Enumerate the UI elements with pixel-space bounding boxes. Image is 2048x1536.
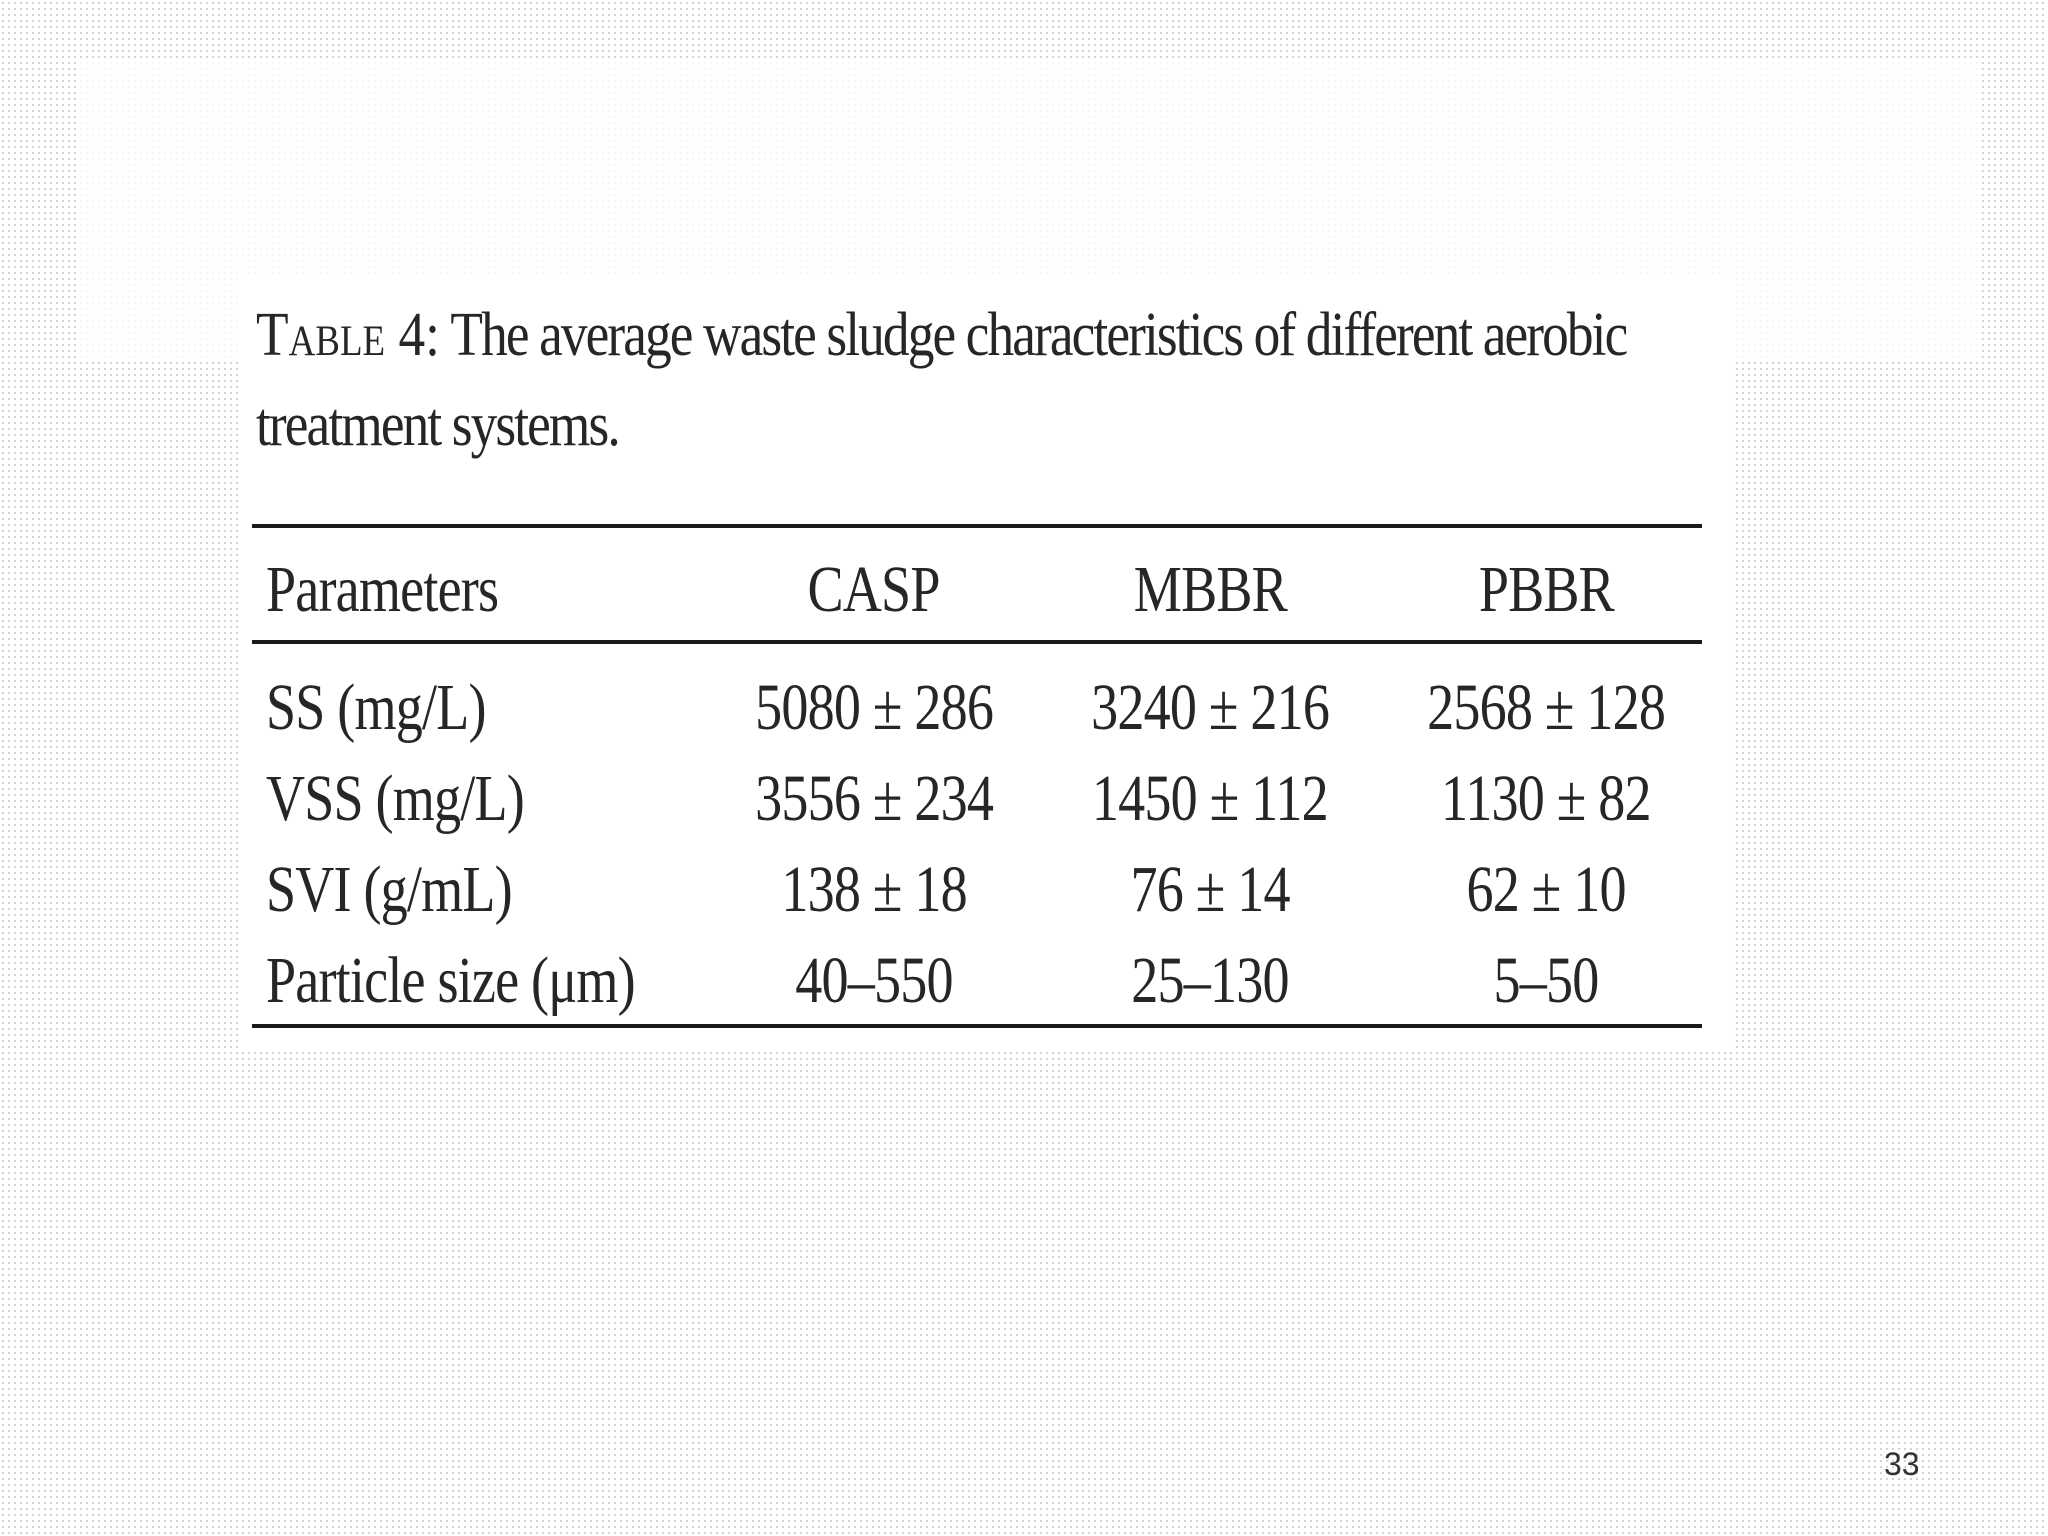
table-row-svi — [252, 844, 1714, 935]
cell-casp: 40–550 — [795, 943, 953, 1017]
table-figure — [238, 278, 1732, 1048]
header-pbbr: PBBR — [1478, 553, 1614, 626]
table-row-ss — [252, 646, 1714, 753]
cell-mbbr: 1450 ± 112 — [1092, 761, 1328, 835]
table-row-particle-size — [252, 935, 1714, 1026]
header-mbbr: MBBR — [1133, 553, 1287, 626]
cell-pbbr: 1130 ± 82 — [1441, 761, 1651, 835]
row-label: Particle size (μm) — [266, 943, 635, 1017]
table-row-vss — [252, 753, 1714, 844]
row-label: VSS (mg/L) — [266, 761, 524, 835]
cell-casp: 138 ± 18 — [781, 852, 967, 926]
header-casp: CASP — [807, 553, 941, 626]
caption-text-line-2: treatment systems. — [256, 391, 619, 459]
row-label: SVI (g/mL) — [266, 852, 512, 926]
cell-mbbr: 3240 ± 216 — [1090, 670, 1329, 744]
cell-mbbr: 25–130 — [1131, 943, 1289, 1017]
cell-pbbr: 62 ± 10 — [1466, 852, 1626, 926]
caption-text-line-1: The average waste sludge characteristics of different aerobic — [450, 301, 1627, 369]
row-label: SS (mg/L) — [266, 670, 486, 744]
sludge-characteristics-table — [252, 528, 1714, 1026]
cell-pbbr: 5–50 — [1493, 943, 1599, 1017]
cell-casp: 5080 ± 286 — [754, 670, 993, 744]
table-header-row — [252, 528, 1714, 646]
cell-pbbr: 2568 ± 128 — [1426, 670, 1665, 744]
cell-mbbr: 76 ± 14 — [1130, 852, 1290, 926]
header-parameters: Parameters — [266, 553, 499, 626]
slide-page-number: 33 — [1884, 1446, 1920, 1482]
table-caption — [256, 290, 1627, 470]
cell-casp: 3556 ± 234 — [754, 761, 993, 835]
caption-label: Table 4: — [256, 301, 440, 369]
